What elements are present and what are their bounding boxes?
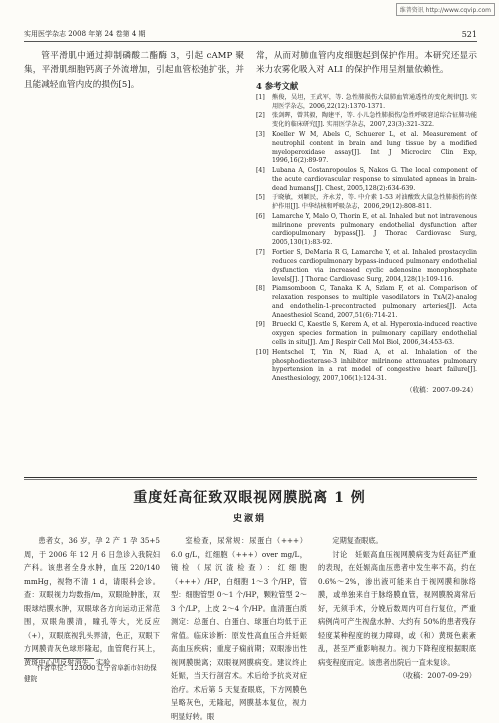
paragraph: 管平滑肌中通过抑制磷酸二酯酶 3，引起 cAMP 聚集，平滑肌细胞钙离子外流增加，引起血管松弛扩张，并且能减轻血管内皮的损伤[5]。 <box>24 51 244 90</box>
reference-item <box>256 321 477 348</box>
paragraph: 患者女，36 岁，孕 2 产 1 孕 35+5 周，于 2006 年 12 月 6 日急诊入我院妇产科。该患者全身水肿，血压 220/140 mmHg，视物不清 1 d，请眼科会诊。查：双眼视力均数指/m，双眼睑肿胀，双眼球结膜水肿，双眼球各方向运动正常范围，双眼角膜清，瞳孔等大，光反应（+），双眼底视乳头界清，色正，双眼下方网膜青灰色球形隆起，血管爬行其上，黄斑中心凹反射消失。实验 <box>24 536 160 667</box>
reference-text: 熊俊，吴坦，王武军，等. 急性肺损伤大鼠肺血管通透性的变化规律[J]. 实用医学杂志，2006,22(12):1370-1371. <box>272 93 477 110</box>
body-column-1 <box>24 534 160 669</box>
reference-item <box>256 213 477 249</box>
reference-item <box>256 94 477 112</box>
reference-number: [10] <box>256 348 269 356</box>
running-header <box>24 27 477 42</box>
reference-text: Hentschel T, Yin N, Riad A, et al. Inhalation of the phosphodiesterase-3 inhibitor milrinone attenuates pulmonary hypertension in a rat model of congestive heart failure[J]. Anesthesiology, 2007,106(1):124-31. <box>272 348 477 383</box>
footnote-rule <box>24 658 94 659</box>
right-column <box>256 49 477 395</box>
paragraph: 常，从而对肺血管内皮细胞起到保护作用。本研究还显示米力农雾化吸入对 ALI 的保护作用呈剂量依赖性。 <box>256 51 477 76</box>
paragraph: 讨论 妊娠高血压视网膜病变为妊高征严重的表现，在妊娠高血压患者中发生率不高，约在 0.6%～2%，渗出液可能来自于视网膜和脉络膜，或单独来自于脉络膜血管，视网膜脱离常后好，无须手术，分娩后数周内可自行复位，严重病例尚可产生视盘水肿、大约有 50%的患者残存轻度某种程度的视力障碍，或（和）黄斑色素紊乱，甚至严重影响视力。视力下降程度根据眼底病变程度而定。该患者出院后一直未复诊。 <box>318 549 476 667</box>
article-divider-thin <box>24 479 477 480</box>
reference-text: Lubana A, Costanropoulos S, Nakos G. The local component of the acute cardiovascular response to simulated apneas in brain-dead humans[J]. Chest, 2005,128(2):634-639. <box>272 166 477 192</box>
reference-text: Piamsomboon C, Tanaka K A, Szlam F, et al. Comparison of relaxation responses to multiple vasodilators in TxA(2)-analog and endothelin-1-precontracted pulmonary arteries[J]. Acta Anaesthesiol Scand, 2007,51(6):714-21. <box>272 285 477 319</box>
article-author: 史淑娟 <box>232 514 266 524</box>
reference-item <box>256 285 477 321</box>
watermark-stamp: 维普资讯 http://www.cqvip.com <box>396 3 495 16</box>
paragraph: 室检查，尿常规：尿蛋白（+++）6.0 g/L，红细胞（+++）over mg/L，镜检（尿沉渣检查）：红细胞（+++）/HP，白细胞 1～3 个/HP，管型：细胞管型 0～1 个/HP，颗粒管型 2～3 个/LP，上皮 2～4 个/HP。血清蛋白质测定：总蛋白、白蛋白、球蛋白均低于正常值。临床诊断：原发性高血压合并妊娠高血压疾病；重度子痫前期；双眼渗出性视网膜脱离；双眼视网膜病变。建议终止妊娠，当天行剖宫术。术后给予抗炎对症治疗。术后第 5 天复查眼底，下方网膜色呈略灰色，无隆起，网膜基本复位，视力明显好转。眼 <box>171 536 307 721</box>
received-date: （收稿：2007-09-24） <box>406 386 477 395</box>
references-heading: 4 参考文献 <box>256 80 299 91</box>
references-list <box>256 94 477 384</box>
reference-number: [7] <box>256 248 265 256</box>
reference-text: Fortier S, DeMaria R G, Lamarche Y, et al. Inhaled prostacyclin reduces cardiopulmonary bypass-induced pulmonary endothelial dysfunction via increased cyclic adenosine monophosphate levels[J]. J Thorac Cardiovasc Surg, 2004,128(1):109-116. <box>272 248 477 283</box>
left-column <box>24 49 244 92</box>
author-affiliation: 作者单位：123000 辽宁省阜新市妇幼保健院 <box>24 664 157 683</box>
body-column-3 <box>318 534 476 683</box>
reference-number: [4] <box>256 166 265 174</box>
reference-number: [5] <box>256 194 265 202</box>
reference-item <box>256 112 477 130</box>
reference-item <box>256 131 477 167</box>
reference-number: [2] <box>256 112 265 120</box>
paragraph: 定期复查眼底。 <box>332 536 383 545</box>
reference-text: Lamarche Y, Malo O, Thorin E, et al. Inhaled but not intravenous milrinone prevents pulmonary endothelial dysfunction after cardiopulmonary bypass[J]. J Thorac Cardiovasc Surg, 2005,130(1):83-92. <box>272 212 477 247</box>
article-divider <box>24 477 477 478</box>
reference-number: [1] <box>256 93 265 101</box>
body-column-2 <box>171 534 307 723</box>
reference-item <box>256 194 477 212</box>
reference-item <box>256 167 477 194</box>
reference-number: [3] <box>256 130 265 138</box>
received-date: （收稿：2007-09-29） <box>398 671 476 680</box>
journal-name: 实用医学杂志 2008 年第 24 卷第 4 期 <box>24 30 146 38</box>
reference-number: [9] <box>256 321 265 329</box>
reference-text: 于晓敏，刘颖民，齐永芳，等. 中介素 1-53 对油酸致大鼠急性肺损伤的保护作用[J]. 中华结核和呼吸杂志，2006,29(12):808-811. <box>272 194 477 211</box>
reference-item <box>256 349 477 385</box>
reference-text: Brueckl C, Kaestle S, Kerem A, et al. Hyperoxia-induced reactive oxygen species formation in pulmonary capillary endothelial cells in situ[J]. Am J Respir Cell Mol Biol, 2006,34:453-63. <box>272 321 477 347</box>
page-number: 521 <box>461 30 477 39</box>
reference-text: 张剑晖，曾其毅，陶建平，等. 小儿急性肺损伤/急性呼吸窘迫综合征肺功能变化的临床研究[J]. 实用医学杂志，2007,23(3):321-322. <box>272 112 477 129</box>
reference-text: Koeller W M, Abels C, Schuerer L, et al. Measurement of neutrophil content in brain and lung tissue by a modified myeloperoxidase assay[J]. Int J Microcirc Clin Exp, 1996,16(2):89-97. <box>272 130 477 165</box>
reference-number: [6] <box>256 212 265 220</box>
reference-item <box>256 249 477 285</box>
article-title: 重度妊高征致双眼视网膜脱离 1 例 <box>133 490 366 506</box>
reference-number: [8] <box>256 285 265 293</box>
